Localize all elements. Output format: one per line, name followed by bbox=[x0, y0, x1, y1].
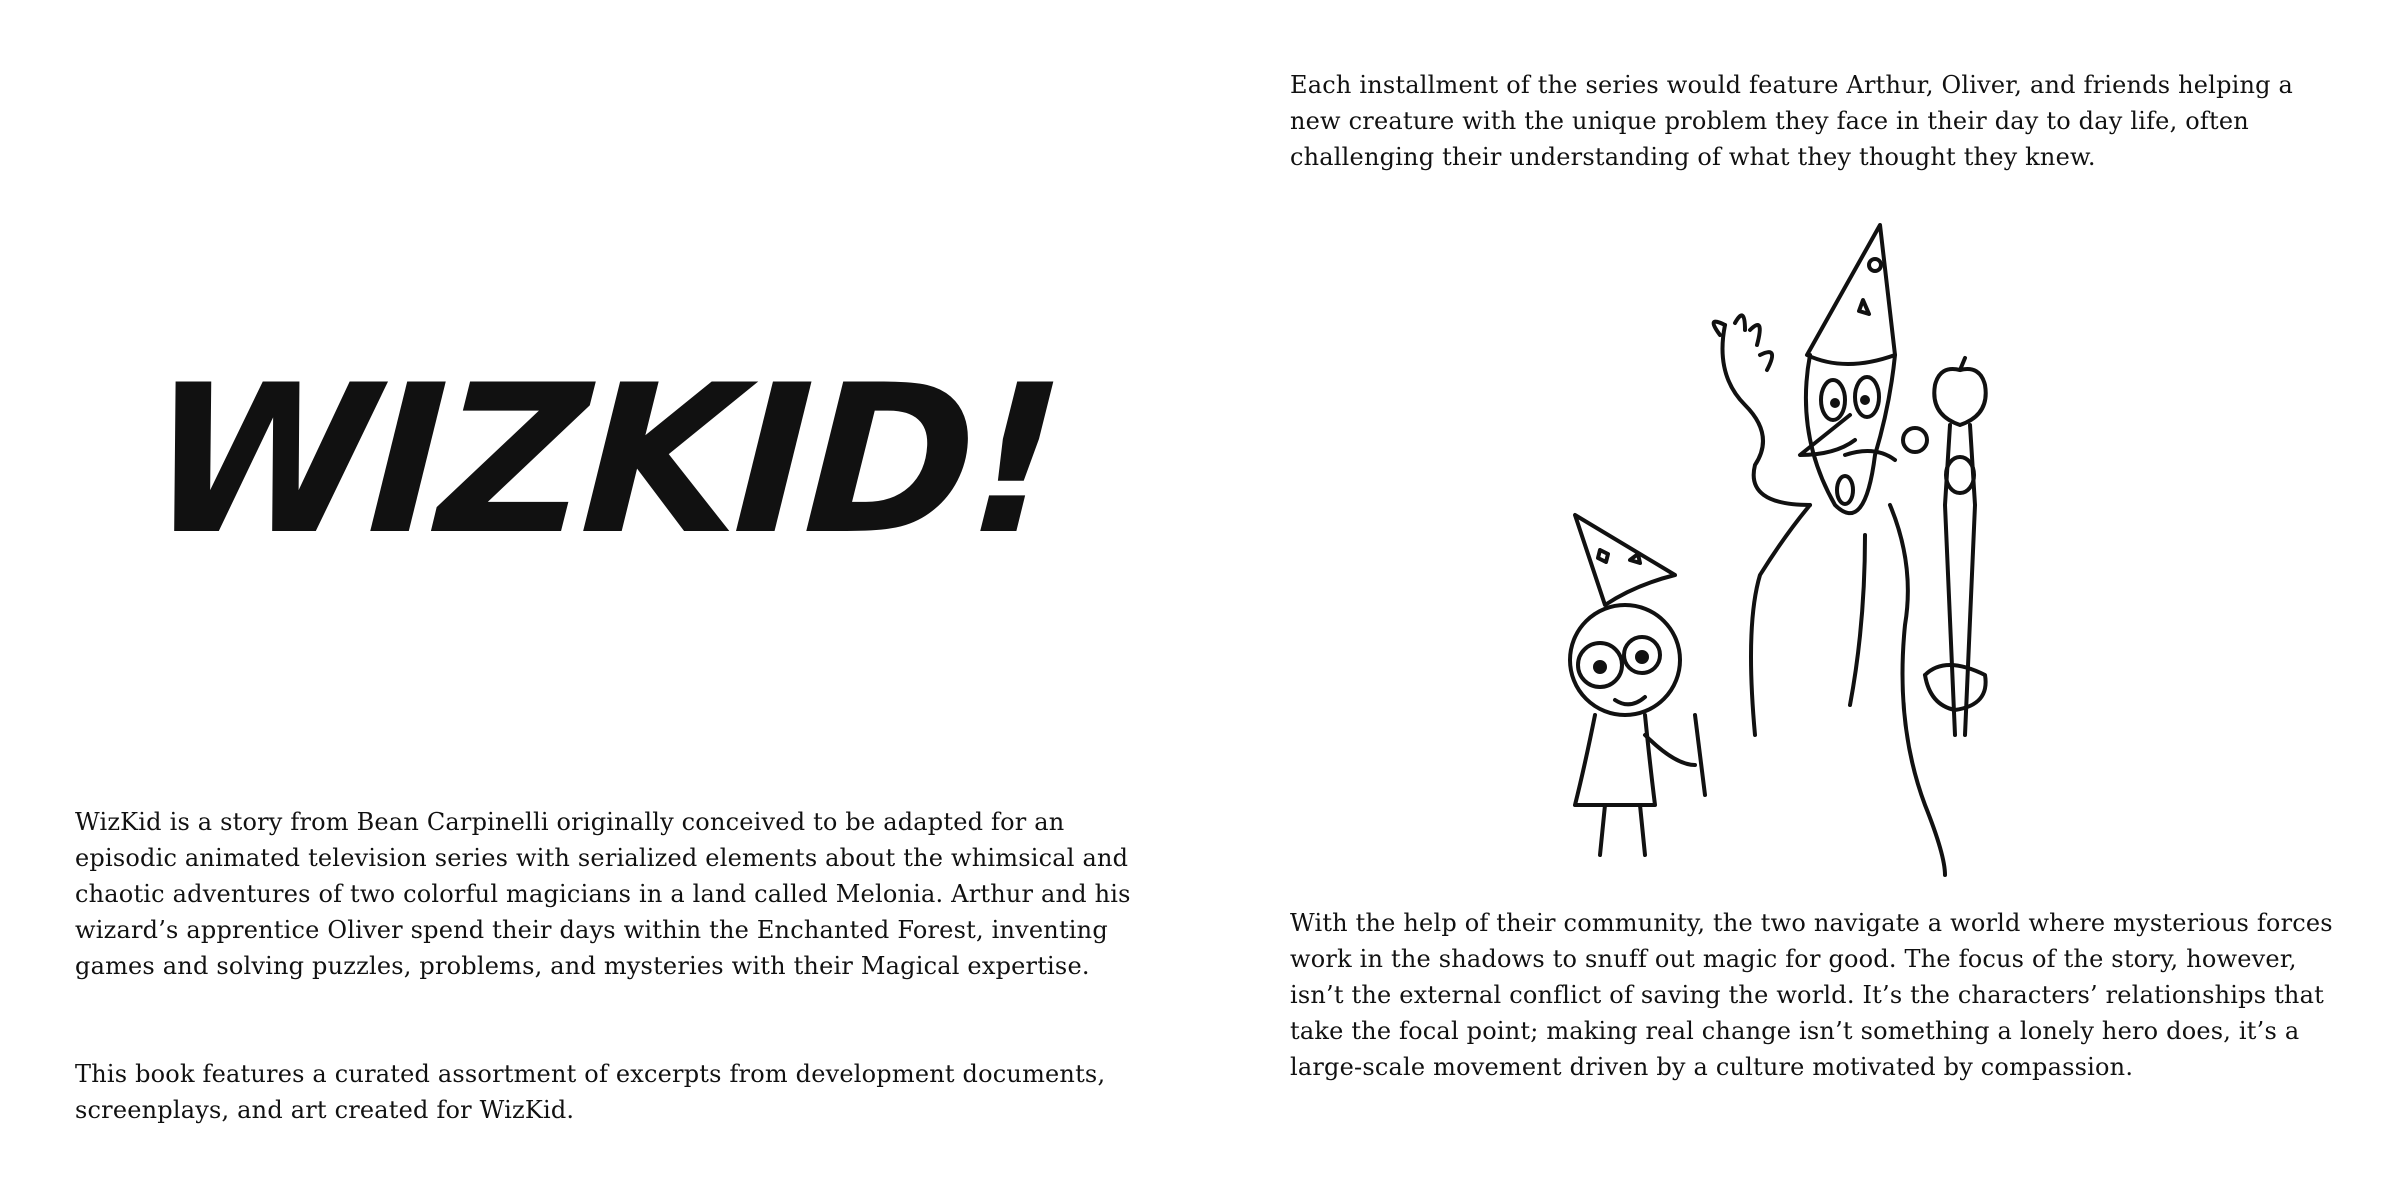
title-lettering bbox=[143, 335, 1064, 580]
intro-paragraph: WizKid is a story from Bean Carpinelli originally conceived to be adapted for an episodic animated television series with serialized elements about the whimsical and chaotic adventures of two colorful magicians in a land called Melonia. Arthur and his wizard’s apprentice Oliver spend their days within the Enchanted Forest, inventing games and solving puzzles, problems, and mysteries with their Magical expertise. bbox=[75, 808, 1131, 980]
oliver-figure bbox=[1570, 515, 1705, 855]
arthur-figure bbox=[1714, 225, 1986, 875]
community-paragraph: With the help of their community, the two navigate a world where mysterious forces work in the shadows to snuff out magic for good. The focus of the story, however, isn’t the external conflict of saving the world. It’s the characters’ relationships that take the focal point; making real change isn’t something a lonely hero does, it’s a large-scale movement driven by a culture motivated by compassion. bbox=[1290, 909, 2333, 1081]
book-note-paragraph: This book features a curated assortment of excerpts from development documents, screenplays, and art created for WizKid. bbox=[75, 1060, 1106, 1124]
arthur-and-oliver-illustration bbox=[1545, 205, 2095, 885]
series-paragraph: Each installment of the series would feature Arthur, Oliver, and friends helping a new creature with the unique problem they face in their day to day life, often challenging their understanding of what they thought they knew. bbox=[1290, 71, 2294, 171]
title-text: WIZKID! bbox=[143, 342, 1064, 580]
wizkid-title-logo bbox=[143, 335, 1064, 580]
